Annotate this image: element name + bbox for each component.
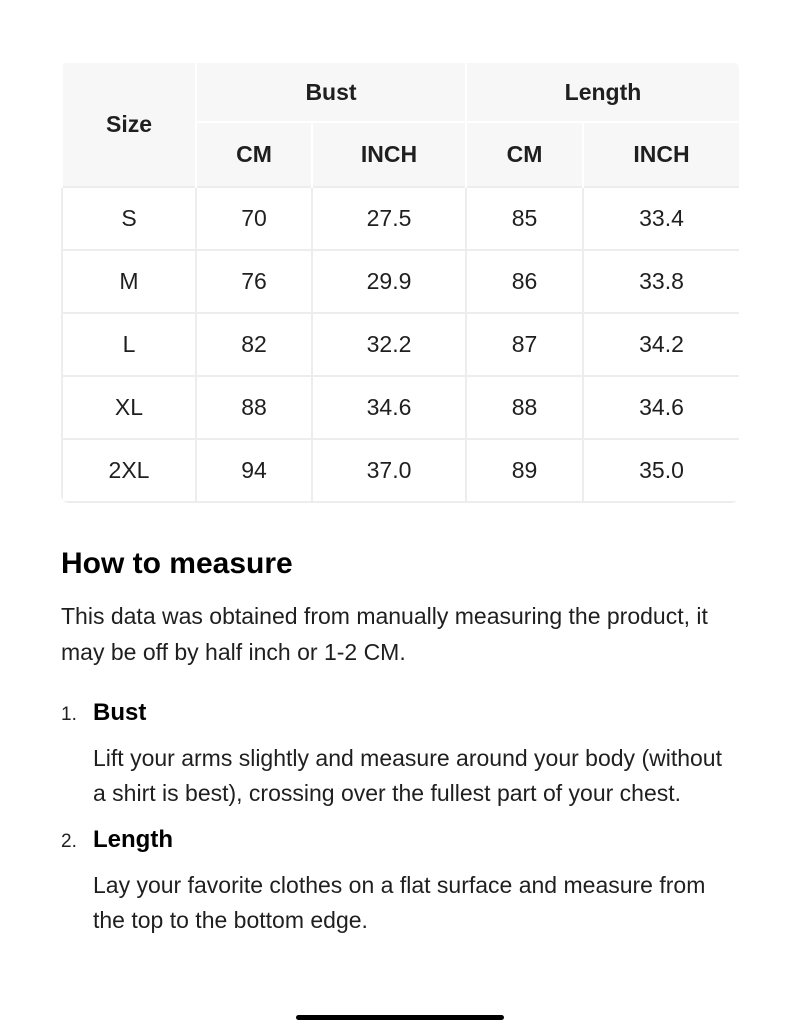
table-row xyxy=(62,187,739,250)
value-cell: 85 xyxy=(466,187,583,250)
value-cell: 94 xyxy=(196,439,312,502)
table-row xyxy=(62,250,739,313)
value-cell: 88 xyxy=(196,376,312,439)
value-cell: 33.4 xyxy=(583,187,739,250)
size-chart-table xyxy=(61,61,739,503)
list-item-body xyxy=(93,825,739,938)
size-cell: 2XL xyxy=(62,439,196,502)
value-cell: 89 xyxy=(466,439,583,502)
value-cell: 34.6 xyxy=(312,376,466,439)
table-row xyxy=(62,313,739,376)
table-row xyxy=(62,439,739,502)
list-item xyxy=(61,698,739,811)
value-cell: 35.0 xyxy=(583,439,739,502)
size-chart-table-container xyxy=(61,61,739,503)
value-cell: 27.5 xyxy=(312,187,466,250)
col-header-size: Size xyxy=(62,62,196,187)
home-indicator-bar xyxy=(296,1015,504,1020)
value-cell: 87 xyxy=(466,313,583,376)
value-cell: 37.0 xyxy=(312,439,466,502)
list-item-text: Lay your favorite clothes on a flat surface and measure from the top to the bottom edge. xyxy=(93,872,706,933)
list-item xyxy=(61,825,739,938)
list-item-text: Lift your arms slightly and measure around your body (without a shirt is best), crossing over the fullest part of your chest. xyxy=(93,745,722,806)
list-item-number: 2. xyxy=(61,831,77,852)
value-cell: 76 xyxy=(196,250,312,313)
value-cell: 33.8 xyxy=(583,250,739,313)
value-cell: 70 xyxy=(196,187,312,250)
value-cell: 34.2 xyxy=(583,313,739,376)
value-cell: 34.6 xyxy=(583,376,739,439)
value-cell: 29.9 xyxy=(312,250,466,313)
table-row xyxy=(62,376,739,439)
size-cell: M xyxy=(62,250,196,313)
value-cell: 82 xyxy=(196,313,312,376)
size-cell: S xyxy=(62,187,196,250)
col-header-bust-inch: INCH xyxy=(312,122,466,187)
size-cell: L xyxy=(62,313,196,376)
value-cell: 32.2 xyxy=(312,313,466,376)
list-item-number: 1. xyxy=(61,704,77,725)
size-cell: XL xyxy=(62,376,196,439)
col-group-length: Length xyxy=(466,62,739,122)
value-cell: 86 xyxy=(466,250,583,313)
measure-instructions-list xyxy=(61,698,739,938)
list-item-title: Length xyxy=(93,826,173,853)
section-intro: This data was obtained from manually measuring the product, it may be off by half inch or 1-2 CM. xyxy=(61,603,708,665)
col-header-bust-cm: CM xyxy=(196,122,312,187)
list-item-body xyxy=(93,698,739,811)
list-item-title: Bust xyxy=(93,699,147,726)
value-cell: 88 xyxy=(466,376,583,439)
section-title: How to measure xyxy=(61,547,293,580)
col-header-length-cm: CM xyxy=(466,122,583,187)
col-header-length-inch: INCH xyxy=(583,122,739,187)
col-group-bust: Bust xyxy=(196,62,466,122)
